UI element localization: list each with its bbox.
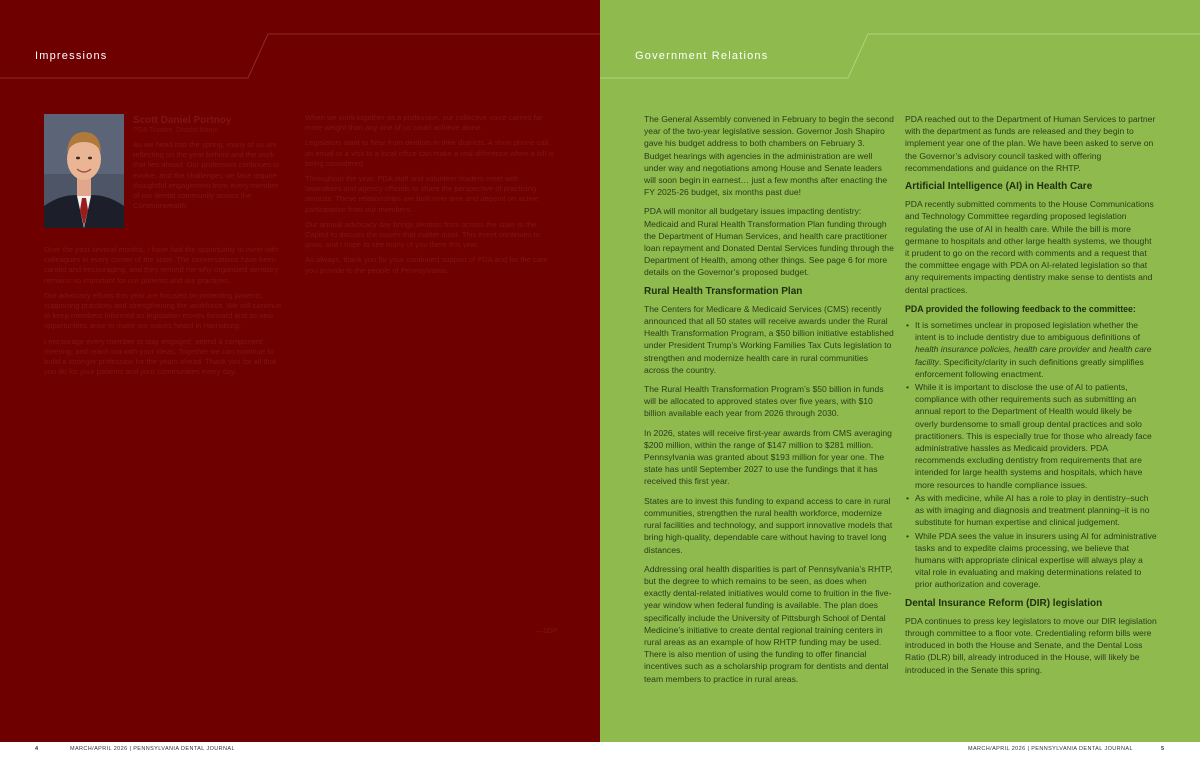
paragraph: The Rural Health Transformation Program’s $50 billion in funds will be allocated to approved states over five years, with $10 billion available each year from 2026 through 2030. (644, 384, 884, 419)
left-page (0, 0, 600, 742)
faint-paragraph: Our annual advocacy day brings dentists from across the state to the Capitol to discuss the issues that matter most. This event continues to grow, and I hope to see many of you there this year. (305, 219, 540, 250)
faint-paragraph: Over the past several months, I have had the opportunity to meet with colleagues in every corner of the state. The conversations have been candid and encouraging, and they remind me why organized dentistry remains so important for our patients and our practices. (44, 245, 279, 285)
emphasis: health insurance policies, health care provider (915, 344, 1090, 355)
footer-text-left: MARCH/APRIL 2026 | PENNSYLVANIA DENTAL JOURNAL (70, 746, 235, 752)
paragraph: PDA recently submitted comments to the House Communications and Technology Committee regarding proposed legislation regulating the use of AI in health care. While the bill is more germane to hospitals and other large health systems, we thought it prudent to go on the record with comments and a request that the committee engage with PDA on AI-related legislation so that any requirements impacting dentistry make sense to dentists and dental practices. (905, 199, 1154, 295)
paragraph: The General Assembly convened in February to begin the second year of the two-year legislative session. Governor Josh Shapiro gave his budget address to both chambers on February 3. Budget hearings with agencies in the administration are well under way and negotiations among House and Senate leaders will soon begin in earnest… just a few months after enacting the FY 2025-26 budget, six months past due! (644, 114, 894, 198)
page-number-left: 4 (35, 746, 39, 752)
list-item: • While PDA sees the value in insurers using AI for administrative tasks and to expedite claims processing, we believe that humans with appropriate clinical expertise will always play a vital role in evaluating and making determinations related to prior authorization and coverage. (905, 530, 1157, 591)
paragraph: The Centers for Medicare & Medicaid Services (CMS) recently announced that all 50 states will receive awards under the Rural Health Transformation Program, a $50 billion initiative established under President Trump’s Working Families Tax Cuts legislation to strengthen and modernize health care in rural communities across the country. (644, 303, 894, 375)
feedback-list (905, 319, 1157, 590)
faint-paragraph: I encourage every member to stay engaged, attend a component meeting, and reach out with your ideas. Together we can continue to build a stronger profession for the years ahead. Thank you for all that you do for your patients and your communities every day. (44, 336, 277, 377)
author-title: PDA Trustee, District Name (133, 127, 219, 134)
paragraph: Addressing oral health disparities is part of Pennsylvania’s RHTP, but the degree to which remains to be seen, as does when exactly dental-related initiatives would come to fruition in the five-year window when federal funding is available. The plan does specifically include the University of Pittsburgh School of Dental Medicine’s initiative to create dental regional training centers in rural areas as an example of how RHTP funding may be used. There is also mention of using the funding to offer financial incentives such as a scholarship program for dentists and dental team members to practice in rural areas. (644, 563, 893, 684)
emphasis: health care facility (915, 344, 1152, 367)
feedback-subheading: PDA provided the following feedback to the committee: (905, 303, 1136, 314)
list-item: • While it is important to disclose the use of AI to patients, compliance with other requirements such as submitting an annual report to the Department of Health would likely be overly burdensome to small group dental practices and solo practitioners. This is especially true for those who already face administrative hassles as Medicaid providers. PDA recommends excluding dentistry from requirements that are intended for large health systems and hospitals, which have more resources to handle compliance issues. (905, 381, 1157, 491)
author-portrait (44, 114, 124, 228)
paragraph: In 2026, states will receive first-year awards from CMS averaging $200 million, within the range of $147 million to $281 million. Pennsylvania was granted about $193 million for year one. The state has until September 2027 to use the fundings that it has received this first year. (644, 427, 892, 487)
header-rule-graphic (600, 0, 1200, 80)
faint-paragraph: Our advocacy efforts this year are focused on protecting patients, supporting practices and strengthening the workforce. We will continue to keep members informed as legislation moves forward and as new opportunities arise to make our voices heard in Harrisburg. (44, 290, 282, 331)
footer-text-right: MARCH/APRIL 2026 | PENNSYLVANIA DENTAL JOURNAL (968, 746, 1133, 752)
paragraph: PDA continues to press key legislators to move our DIR legislation through committee to a floor vote. Credentialing reform bills were introduced in both the House and Senate, and the Dental Loss Ratio (DLR) bill, already introduced in the House, will likely be introduced in the Senate this spring. (905, 615, 1157, 675)
faint-paragraph: Legislators want to hear from dentists in their districts. A short phone call, an email or a visit to a local office can make a real difference when a bill is being considered. (305, 138, 554, 168)
left-section-header (0, 0, 600, 80)
heading-rural-health: Rural Health Transformation Plan (644, 285, 803, 297)
text-column-2 (905, 113, 1157, 683)
faint-paragraph: Throughout the year, PDA staff and volunteer leaders meet with lawmakers and agency officials to share the perspective of practicing dentists. These relationships are built over time and depend on active participation from our members. (305, 174, 539, 214)
faint-paragraph: As always, thank you for your continued support of PDA and for the care you provide to the people of Pennsylvania. (305, 255, 548, 275)
header-rule-graphic (0, 0, 600, 80)
paragraph: PDA will monitor all budgetary issues impacting dentistry: Medicaid and Rural Health Transformation Plan funding through the Department of Human Services, and health care practitioner loan repayment and Donated Dental Services funding through the Department of Health, among other things. See page 6 for more details on the Governor’s proposed budget. (644, 206, 894, 278)
heading-dir: Dental Insurance Reform (DIR) legislation (905, 597, 1103, 609)
author-name: Scott Daniel Portnoy (133, 115, 232, 126)
faint-column-1 (44, 245, 283, 382)
paragraph: PDA reached out to the Department of Human Services to partner with the department as funds are released and they begin to implement year one of the plan. We have been asked to serve on the Governor’s advisory council tasked with offering recommendations and guidance on the RHTP. (905, 114, 1156, 173)
section-title-impressions: Impressions (35, 50, 108, 62)
list-item: • It is sometimes unclear in proposed legislation whether the intent is to include dentistry due to ambiguous definitions of health insurance policies, health care provider and health care facility. Specificity/clarity in such definitions greatly simplifies enforcement following enactment. (905, 319, 1157, 380)
right-section-header (600, 0, 1200, 80)
list-item: • As with medicine, while AI has a role to play in dentistry–such as with imaging and diagnosis and treatment planning–it is no substitute for human expertise and clinical judgement. (905, 492, 1157, 529)
faint-paragraph: When we work together as a profession, our collective voice carries far more weight than any one of us could achieve alone. (305, 113, 543, 133)
section-title-government-relations: Government Relations (635, 50, 769, 62)
paragraph: States are to invest this funding to expand access to care in rural communities, strengthen the rural health workforce, modernize rural facilities and technology, and support innovative models that bring high-quality, dependable care without having to travel long distances. (644, 495, 893, 555)
right-page (600, 0, 1200, 742)
page-number-right: 5 (1161, 746, 1165, 752)
text-column-1 (644, 113, 894, 692)
faint-column-1-top (133, 140, 283, 216)
heading-ai: Artificial Intelligence (AI) in Health Care (905, 181, 1093, 193)
faint-column-2 (305, 113, 555, 281)
article-signature: —SDP (536, 628, 558, 635)
faint-paragraph: As we head into the spring, many of us are reflecting on the year behind and the work that lies ahead. Our profession continues to evolve, and the challenges we face require thoughtful engagement from every member of our dental community across the Commonwealth. (133, 140, 280, 211)
